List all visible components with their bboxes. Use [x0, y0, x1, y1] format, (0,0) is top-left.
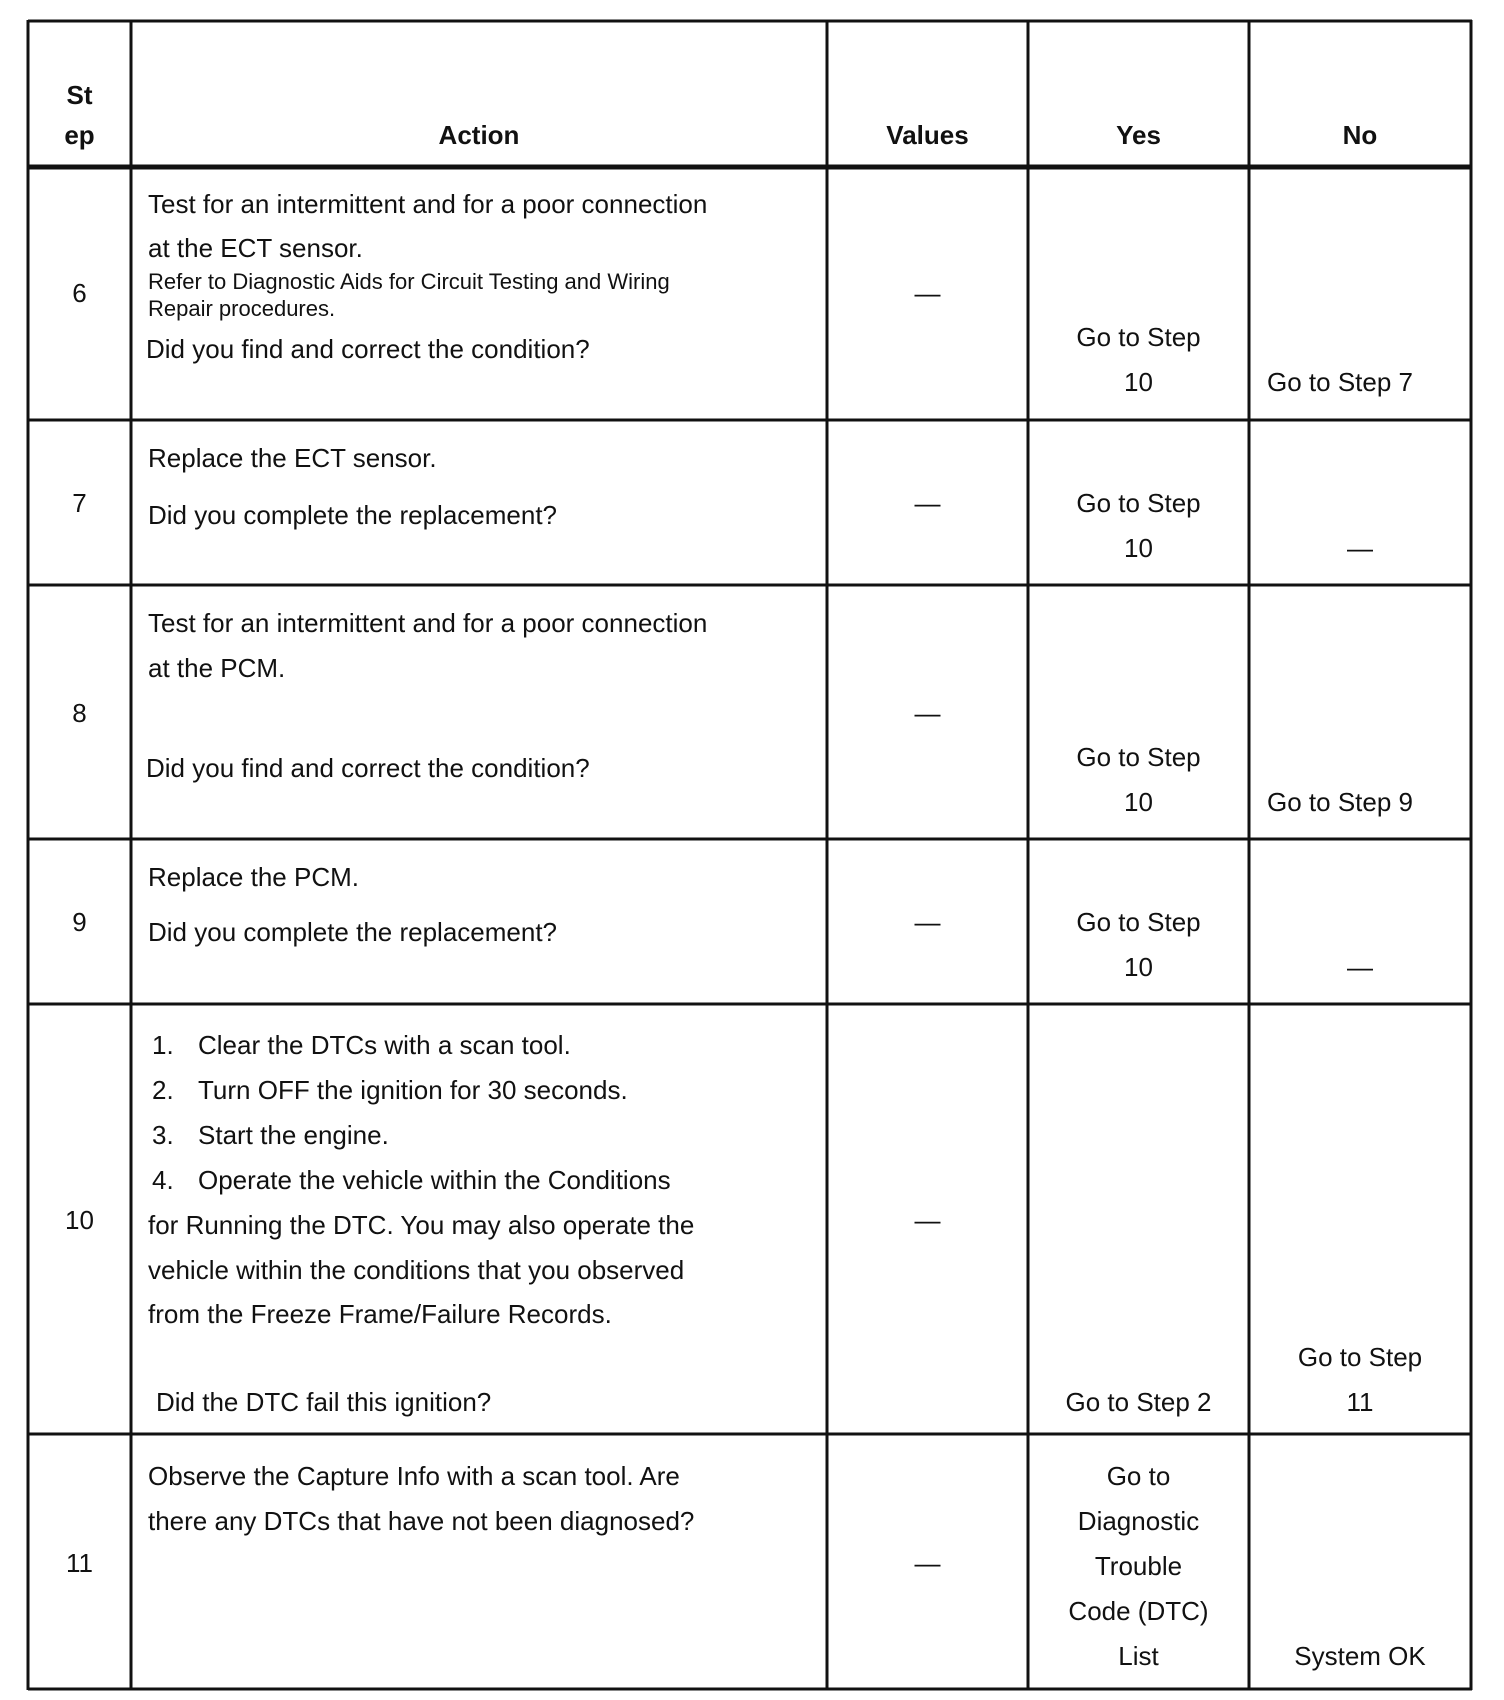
action-question: Did you find and correct the condition? — [146, 753, 590, 783]
values-cell: — — [914, 698, 941, 728]
yes-cell: Go to — [1106, 1461, 1171, 1491]
header-no: No — [1342, 120, 1378, 150]
action-note: Repair procedures. — [148, 296, 336, 321]
action-question: Did you complete the replacement? — [148, 500, 558, 530]
action-text: Replace the PCM. — [148, 862, 359, 892]
action-question: Did you find and correct the condition? — [146, 334, 590, 364]
yes-cell: Go to Step — [1076, 488, 1201, 518]
no-cell: — — [1347, 533, 1373, 563]
header-values: Values — [886, 120, 969, 150]
action-text: Test for an intermittent and for a poor connection — [148, 608, 708, 638]
action-step-text: Operate the vehicle within the Conditions — [198, 1165, 671, 1195]
yes-cell: Go to Step 2 — [1065, 1387, 1212, 1417]
header-yes: Yes — [1116, 120, 1161, 150]
action-question: Did you complete the replacement? — [148, 917, 558, 947]
action-step-text: Clear the DTCs with a scan tool. — [198, 1030, 571, 1060]
yes-cell: Go to Step — [1076, 322, 1201, 352]
header-step-line1: St — [66, 80, 93, 110]
yes-cell: 10 — [1124, 533, 1153, 563]
header-action: Action — [438, 120, 520, 150]
no-cell: — — [1347, 952, 1373, 982]
values-cell: — — [914, 488, 941, 518]
step-number: 11 — [66, 1548, 93, 1578]
yes-cell: Code (DTC) — [1068, 1596, 1209, 1626]
yes-cell: 10 — [1124, 952, 1153, 982]
values-cell: — — [914, 907, 941, 937]
action-text: at the ECT sensor. — [148, 233, 363, 263]
step-number: 9 — [72, 907, 87, 937]
step-number: 8 — [72, 698, 87, 728]
yes-cell: Trouble — [1094, 1551, 1183, 1581]
action-note: Refer to Diagnostic Aids for Circuit Testing and Wiring — [148, 269, 670, 294]
step-number: 10 — [65, 1205, 94, 1235]
action-text: Test for an intermittent and for a poor connection — [148, 189, 708, 219]
action-step-num: 2. — [152, 1075, 174, 1105]
no-cell: Go to Step — [1297, 1342, 1423, 1372]
yes-cell: List — [1118, 1641, 1159, 1671]
action-text: there any DTCs that have not been diagnosed? — [148, 1506, 695, 1536]
action-question: Did the DTC fail this ignition? — [156, 1387, 492, 1417]
action-step-text: Turn OFF the ignition for 30 seconds. — [198, 1075, 628, 1105]
yes-cell: Go to Step — [1076, 742, 1201, 772]
action-step-num: 1. — [152, 1030, 174, 1060]
header-step-line2: ep — [64, 120, 95, 150]
no-cell: System OK — [1294, 1641, 1426, 1671]
yes-cell: 10 — [1124, 787, 1153, 817]
action-step-text: Start the engine. — [198, 1120, 389, 1150]
action-text: vehicle within the conditions that you observed — [148, 1255, 685, 1285]
yes-cell: 10 — [1124, 367, 1153, 397]
step-number: 6 — [72, 278, 87, 308]
step-number: 7 — [72, 488, 87, 518]
action-text: from the Freeze Frame/Failure Records. — [148, 1299, 612, 1329]
action-text: at the PCM. — [148, 653, 286, 683]
action-step-num: 4. — [152, 1165, 174, 1195]
yes-cell: Go to Step — [1076, 907, 1201, 937]
no-cell: Go to Step 7 — [1267, 367, 1413, 397]
yes-cell: Diagnostic — [1077, 1506, 1200, 1536]
action-step-num: 3. — [152, 1120, 174, 1150]
values-cell: — — [914, 278, 941, 308]
no-cell: 11 — [1346, 1387, 1374, 1417]
values-cell: — — [914, 1205, 941, 1235]
action-text: Observe the Capture Info with a scan tool. Are — [148, 1461, 680, 1491]
no-cell: Go to Step 9 — [1267, 787, 1413, 817]
action-text: for Running the DTC. You may also operate the — [148, 1210, 695, 1240]
values-cell: — — [914, 1548, 941, 1578]
action-text: Replace the ECT sensor. — [148, 443, 437, 473]
